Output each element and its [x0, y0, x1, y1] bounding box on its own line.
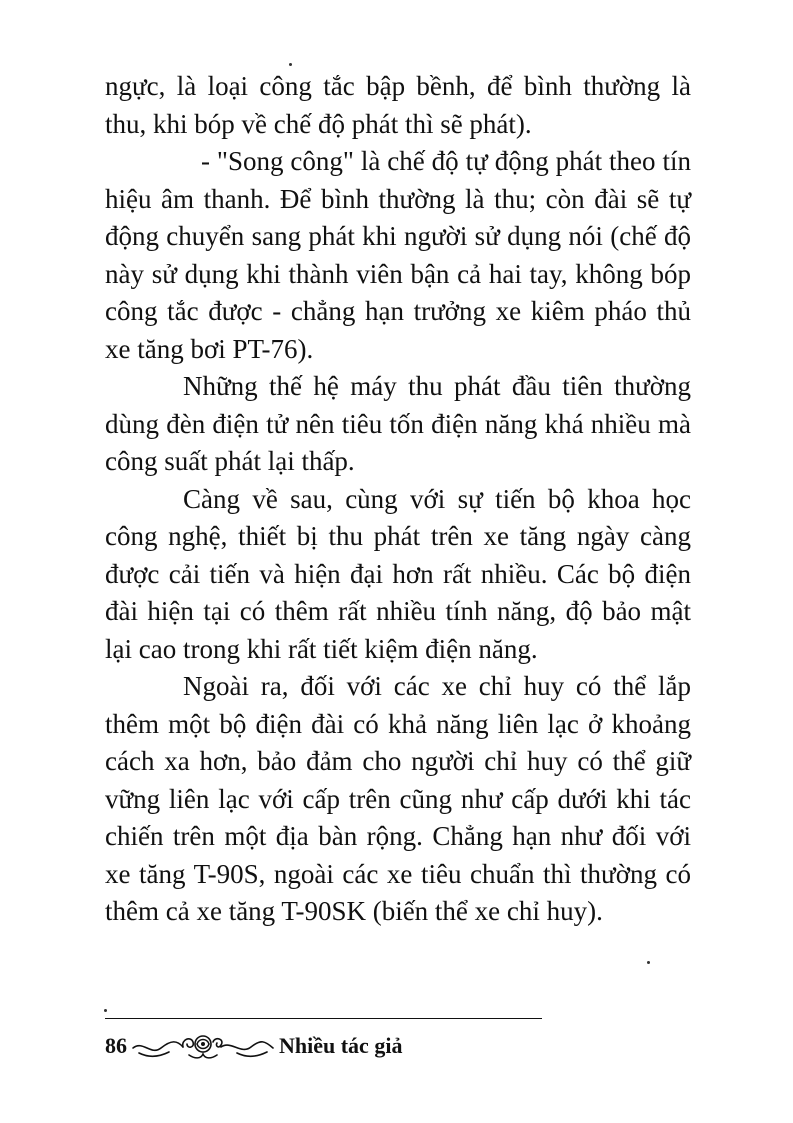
page-body	[105, 68, 691, 931]
paragraph-4: Càng về sau, cùng với sự tiến bộ khoa học công nghệ, thiết bị thu phát trên xe tăng ngày càng được cải tiến và hiện đại hơn rất nhiều. Các bộ điện đài hiện tại có thêm rất nhiều tính năng, độ bảo mật lại cao trong khi rất tiết kiệm điện năng.	[105, 483, 691, 664]
paragraph-5: Ngoài ra, đối với các xe chỉ huy có thể lắp thêm một bộ điện đài có khả năng liên lạc ở khoảng cách xa hơn, bảo đảm cho người chỉ huy có thể giữ vững liên lạc với cấp trên cũng như cấp dưới khi tác chiến trên một địa bàn rộng. Chẳng hạn như đối với xe tăng T-90S, ngoài các xe tiêu chuẩn thì thường có thêm cả xe tăng T-90SK (biến thể xe chỉ huy).	[105, 671, 691, 926]
scan-speck	[104, 1009, 107, 1012]
paragraph-3: Những thế hệ máy thu phát đầu tiên thường dùng đèn điện tử nên tiêu tốn điện năng khá nhiều mà công suất phát lại thấp.	[105, 371, 691, 476]
footer-rule	[105, 1018, 542, 1019]
author-name: Nhiều tác giả	[279, 1033, 403, 1058]
page-number: 86	[105, 1033, 127, 1058]
ornament-flourish-icon	[129, 1031, 277, 1061]
paragraph-1: ngực, là loại công tắc bập bềnh, để bình thường là thu, khi bóp về chế độ phát thì sẽ phát).	[105, 71, 691, 139]
scan-speck	[289, 63, 292, 66]
page-footer	[105, 1026, 402, 1066]
scan-speck	[647, 961, 650, 964]
paragraph-2: - "Song công" là chế độ tự động phát theo tín hiệu âm thanh. Để bình thường là thu; còn đài sẽ tự động chuyển sang phát khi người sử dụng nói (chế độ này sử dụng khi thành viên bận cả hai tay, không bóp công tắc được - chẳng hạn trưởng xe kiêm pháo thủ xe tăng bơi PT-76).	[105, 146, 691, 364]
